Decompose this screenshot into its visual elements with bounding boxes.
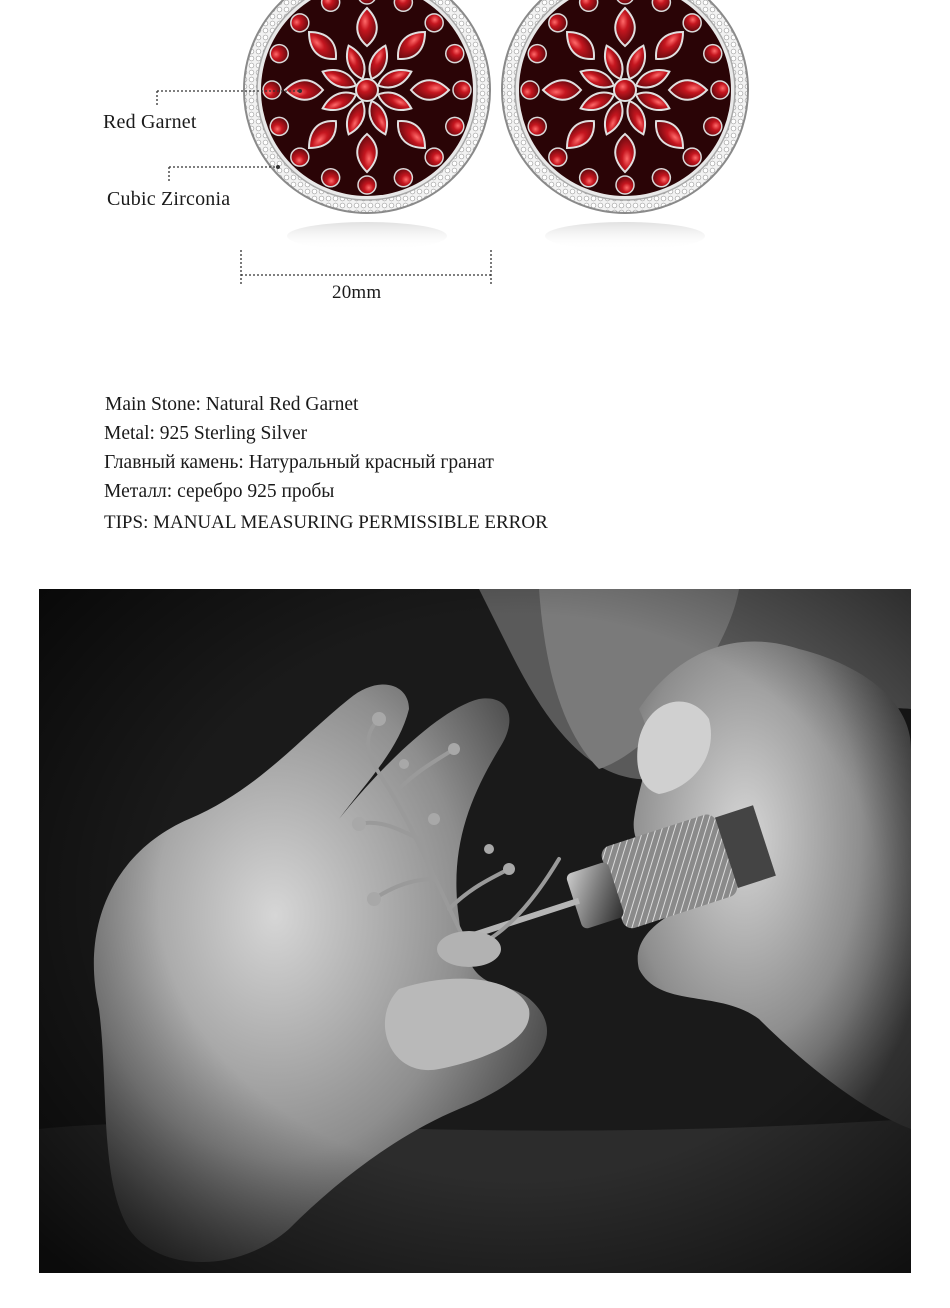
spec-metal: Metal: 925 Sterling Silver [104, 423, 308, 444]
red-garnet-label: Red Garnet [103, 111, 197, 133]
spec-tips: TIPS: MANUAL MEASURING PERMISSIBLE ERROR [104, 512, 548, 533]
spec-main-stone-ru: Главный камень: Натуральный красный гранат [104, 452, 494, 473]
dimension-label: 20mm [332, 282, 382, 303]
dimension-line [241, 250, 491, 286]
cubic-zirconia-label: Cubic Zirconia [107, 188, 231, 210]
hands-working-illustration [39, 589, 911, 1273]
spec-metal-ru: Металл: серебро 925 пробы [104, 481, 335, 502]
cubic-zirconia-callout-line [169, 167, 278, 183]
craftsman-photo [39, 589, 911, 1273]
spec-main-stone: Main Stone: Natural Red Garnet [105, 394, 359, 415]
earrings-illustration [0, 0, 950, 320]
